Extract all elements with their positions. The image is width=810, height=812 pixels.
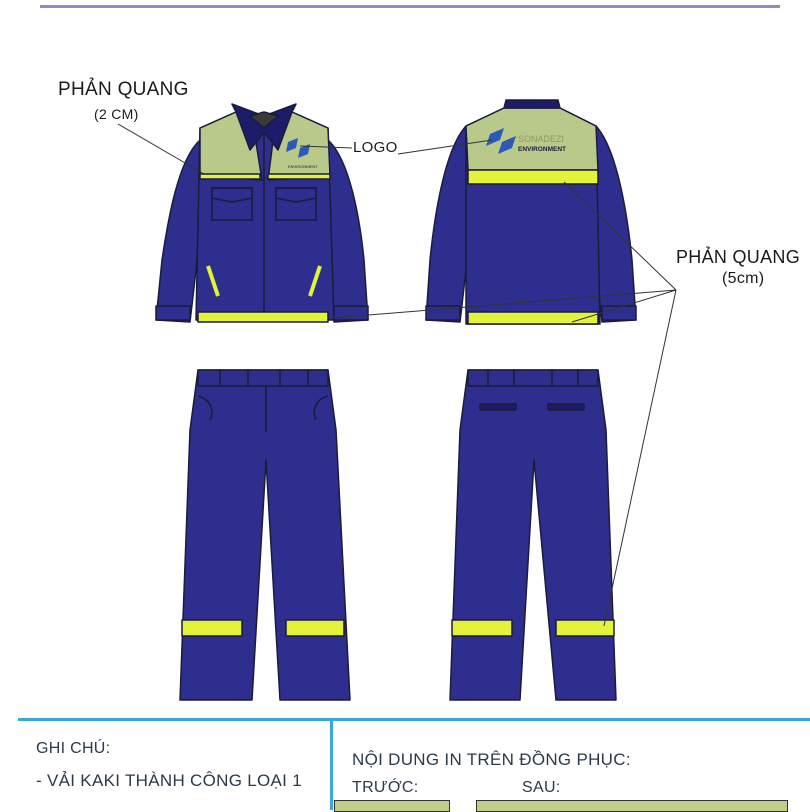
front-jacket [156,104,368,322]
print-front-label: TRƯỚC: [352,779,419,796]
back-jacket-collar [504,100,560,108]
front-pants [180,370,350,700]
reflective-front-label: PHẢN QUANG [58,79,189,100]
print-front-swatch [334,800,450,812]
leader-reflective-leg [604,290,676,626]
front-logo-text: ENVIRONMENT [288,164,318,169]
back-pants-left-leg-reflective [452,620,512,636]
panel-vertical-divider [330,721,333,810]
back-pants [450,370,616,700]
front-chest-reflective-stripe-right [268,174,330,179]
back-logo-text: ENVIRONMENT [518,146,567,153]
back-jacket-hem-reflective [468,312,598,324]
front-chest-reflective-stripe-left [200,174,260,179]
print-back-swatch [476,800,788,812]
reflective-back-size-label: (5cm) [722,270,765,287]
notes-title: GHI CHÚ: [36,740,111,757]
print-back-label: SAU: [522,779,561,796]
reflective-front-size-label: (2 CM) [94,106,139,122]
back-jacket [426,100,636,324]
back-jacket-left-sleeve [426,126,470,322]
back-pants-right-pocket [548,404,584,410]
front-pants-right-leg-reflective [286,620,344,636]
reflective-back-label: PHẢN QUANG [676,247,801,267]
notes-item: - VẢI KAKI THÀNH CÔNG LOẠI 1 [36,771,302,790]
back-pants-right-leg-reflective [556,620,614,636]
back-reflective-band [468,170,598,184]
front-jacket-hem-reflective [198,312,328,322]
back-logo-brand-text: SONADEZI [518,134,565,144]
leader-reflective-front [118,124,204,174]
front-pants-left-leg-reflective [182,620,242,636]
back-pants-left-pocket [480,404,516,410]
panel-top-divider [18,718,810,721]
front-jacket-left-sleeve [156,140,202,322]
logo-label: LOGO [353,139,398,156]
print-content-title: NỘI DUNG IN TRÊN ĐỒNG PHỤC: [352,750,631,769]
